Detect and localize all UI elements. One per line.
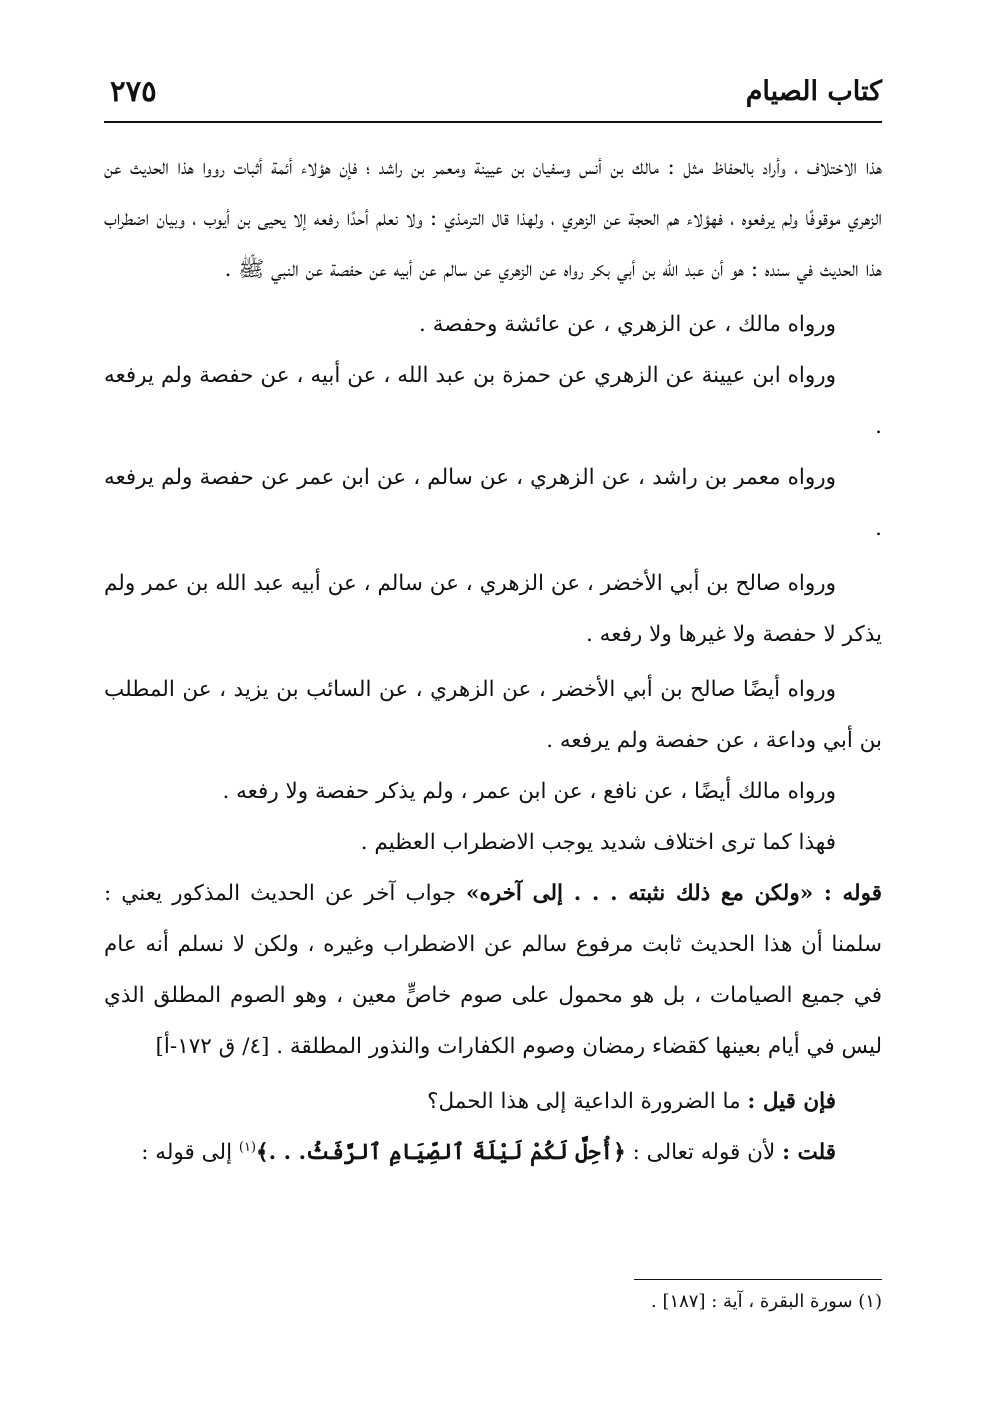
answer-continuation: إلى قوله : xyxy=(141,1140,239,1165)
answer-lead: قلت : xyxy=(782,1140,836,1165)
footnote: (١) سورة البقرة ، آية : [١٨٧] . xyxy=(651,1291,882,1312)
paragraph: ورواه ابن عيينة عن الزهري عن حمزة بن عبد الله ، عن أبيه ، عن حفصة ولم يرفعه . xyxy=(104,363,882,439)
question-text: ما الضرورة الداعية إلى هذا الحمل؟ xyxy=(427,1089,748,1114)
paragraph: ورواه صالح بن أبي الأخضر ، عن الزهري ، عن سالم ، عن أبيه عبد الله بن عمر ولم يذكر لا حفصة ولا غيرها ولا رفعه . xyxy=(104,571,882,647)
main-text xyxy=(104,142,882,1178)
quoted-lemma: قوله : «ولكن مع ذلك نثبته . . . إلى آخره» xyxy=(466,881,882,906)
question-lead: فإن قيل : xyxy=(747,1089,836,1114)
paragraph: ورواه أيضًا صالح بن أبي الأخضر ، عن الزهري ، عن السائب بن يزيد ، عن المطلب بن أبي وداعة ، عن حفصة ولم يرفعه . xyxy=(104,677,882,753)
page-header xyxy=(104,72,882,120)
question-paragraph xyxy=(104,1076,882,1127)
header-rule xyxy=(104,121,882,123)
answer-text: لأن قوله تعالى : xyxy=(625,1140,783,1165)
chapter-title: كتاب الصيام xyxy=(745,76,882,107)
footnote-rule xyxy=(634,1279,882,1280)
paragraph: فهذا كما ترى اختلاف شديد يوجب الاضطراب العظيم . xyxy=(360,830,836,855)
commentary-paragraph xyxy=(104,868,882,1072)
paragraph: هذا الاختلاف ، وأراد بالحفاظ مثل : مالك بن أنس وسفيان بن عيينة ومعمر بن راشد ؛ فإن هؤلاء أئمة أثبات رووا هذا الحديث عن الزهري موقوفًا ولم يرفعوه ، فهؤلاء هم الحجة عن الزهري ، ولهذا قال الترمذي : ولا نعلم أحدًا رفعه إلا يحيى بن أيوب ، وبيان اضطراب هذا الحديث في سنده : هو أن عبد الله بن أبي بكر رواه عن الزهري عن سالم عن أبيه عن حفصة عن النبي ﷺ . xyxy=(104,155,882,282)
paragraph: ورواه مالك ، عن الزهري ، عن عائشة وحفصة . xyxy=(419,312,836,337)
answer-paragraph xyxy=(104,1127,882,1178)
commentary-text: جواب آخر عن الحديث المذكور يعني : سلمنا أن هذا الحديث ثابت مرفوع سالم عن الاضطراب وغيره ، ولكن لا نسلم أنه عام في جميع الصيامات ، بل هو محمول على صوم خاصٍّ معين ، وهو الصوم المطلق الذي ليس في أيام بعينها كقضاء رمضان وصوم الكفارات والنذور المطلقة . [٤/ ق ١٧٢-أ] xyxy=(104,881,882,1059)
paragraph: ورواه مالك أيضًا ، عن نافع ، عن ابن عمر ، ولم يذكر حفصة ولا رفعه . xyxy=(222,779,836,804)
page-number: ٢٧٥ xyxy=(110,74,157,108)
paragraph: ورواه معمر بن راشد ، عن الزهري ، عن سالم ، عن ابن عمر عن حفصة ولم يرفعه . xyxy=(104,465,882,541)
footnote-ref: (١) xyxy=(238,1139,257,1155)
quran-verse: ﴿أُحِلَّ لَكُمْ لَيْلَةَ ٱلصِّيَامِ ٱلرَّفَثُ. . .﴾ xyxy=(256,1140,626,1165)
